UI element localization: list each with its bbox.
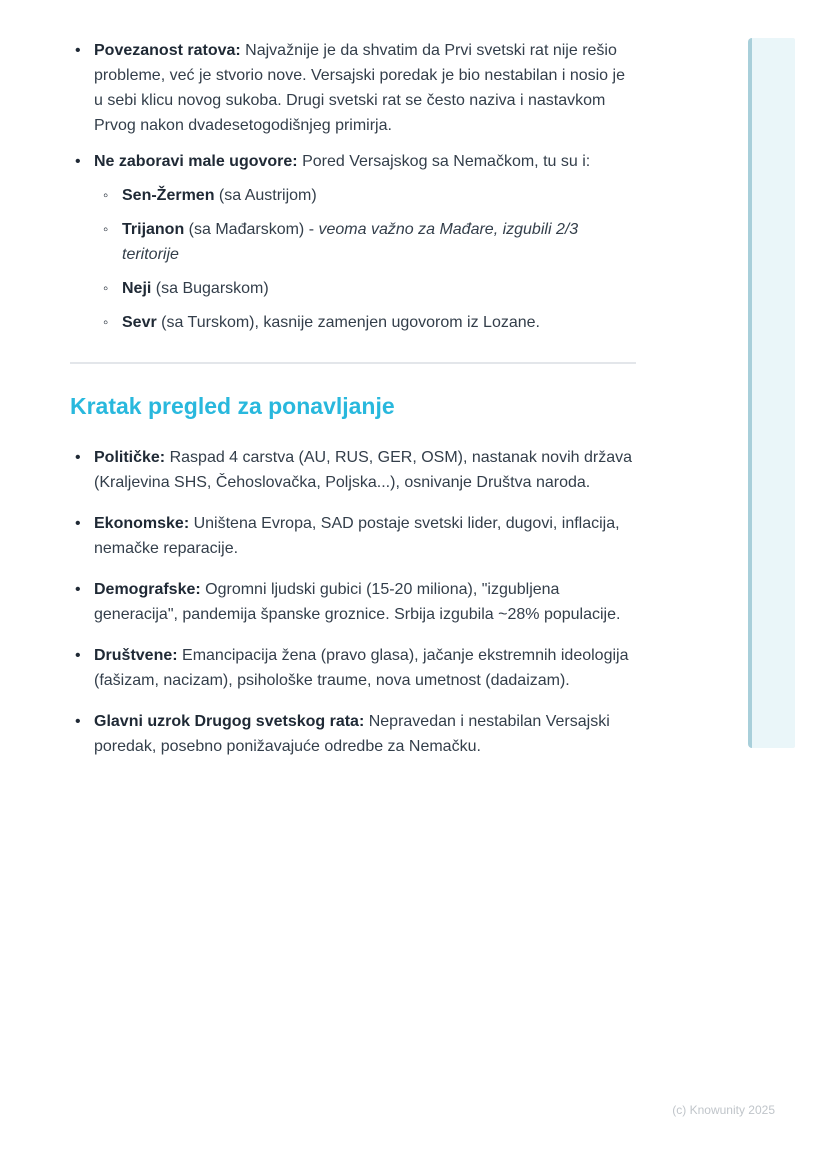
- list-item-label: Sen-Žermen: [122, 187, 215, 204]
- section-divider: [70, 362, 636, 364]
- list-item-label: Društvene:: [94, 647, 178, 664]
- list-item-label: Neji: [122, 280, 152, 297]
- footer-credit: (c) Knowunity 2025: [672, 1103, 775, 1117]
- list-item-text: Emancipacija žena (pravo glasa), jačanje ekstremnih ideologija (fašizam, nacizam), psihološke traume, nova umetnost (dadaizam).: [94, 647, 629, 689]
- list-item-text: (sa Austrijom): [214, 187, 317, 204]
- document-content: [70, 38, 636, 775]
- list-item: [94, 217, 636, 267]
- list-item-label: Povezanost ratova:: [94, 42, 241, 59]
- list-item-italic-text: veoma važno za Mađare, izgubili 2/3 teritorije: [122, 221, 579, 263]
- callout-strip-fragment: [748, 38, 795, 748]
- list-item: [94, 310, 636, 335]
- list-item: [70, 577, 636, 627]
- list-item: [70, 643, 636, 693]
- list-item: [70, 445, 636, 495]
- treaties-sublist: [94, 183, 636, 335]
- list-item-text: Uništena Evropa, SAD postaje svetski lider, dugovi, inflacija, nemačke reparacije.: [94, 515, 620, 557]
- list-item-label: Ne zaboravi male ugovore:: [94, 153, 298, 170]
- list-item-text: Raspad 4 carstva (AU, RUS, GER, OSM), nastanak novih država (Kraljevina SHS, Čehoslovačka, Poljska...), osnivanje Društva naroda.: [94, 449, 632, 491]
- list-item-label: Političke:: [94, 449, 166, 466]
- list-item: [70, 38, 636, 138]
- list-item-text: Pored Versajskog sa Nemačkom, tu su i:: [297, 153, 591, 170]
- list-item-label: Sevr: [122, 314, 157, 331]
- list-item: [94, 276, 636, 301]
- review-list: [70, 445, 636, 759]
- list-item-text: Najvažnije je da shvatim da Prvi svetski rat nije rešio probleme, već je stvorio nove. Versajski poredak je bio nestabilan i nosio je u sebi klicu novog sukoba. Drugi svetski rat se često naziva i nastavkom Prvog nakon dvadesetogodišnjeg primirja.: [94, 42, 625, 134]
- list-item-text: (sa Turskom), kasnije zamenjen ugovorom iz Lozane.: [156, 314, 540, 331]
- list-item-text: Nepravedan i nestabilan Versajski poredak, posebno ponižavajuće odredbe za Nemačku.: [94, 713, 610, 755]
- list-item: [70, 149, 636, 335]
- list-item: [70, 511, 636, 561]
- list-item-label: Trijanon: [122, 221, 185, 238]
- notes-list: [70, 38, 636, 335]
- list-item-text: (sa Bugarskom): [151, 280, 269, 297]
- list-item-text: (sa Mađarskom) -: [184, 221, 319, 238]
- list-item-label: Demografske:: [94, 581, 201, 598]
- list-item: [70, 709, 636, 759]
- list-item-label: Glavni uzrok Drugog svetskog rata:: [94, 713, 365, 730]
- list-item-text: Ogromni ljudski gubici (15-20 miliona), "izgubljena generacija", pandemija španske groznice. Srbija izgubila ~28% populacije.: [94, 581, 621, 623]
- section-heading: Kratak pregled za ponavljanje: [70, 393, 395, 419]
- list-item-label: Ekonomske:: [94, 515, 190, 532]
- list-item: [94, 183, 636, 208]
